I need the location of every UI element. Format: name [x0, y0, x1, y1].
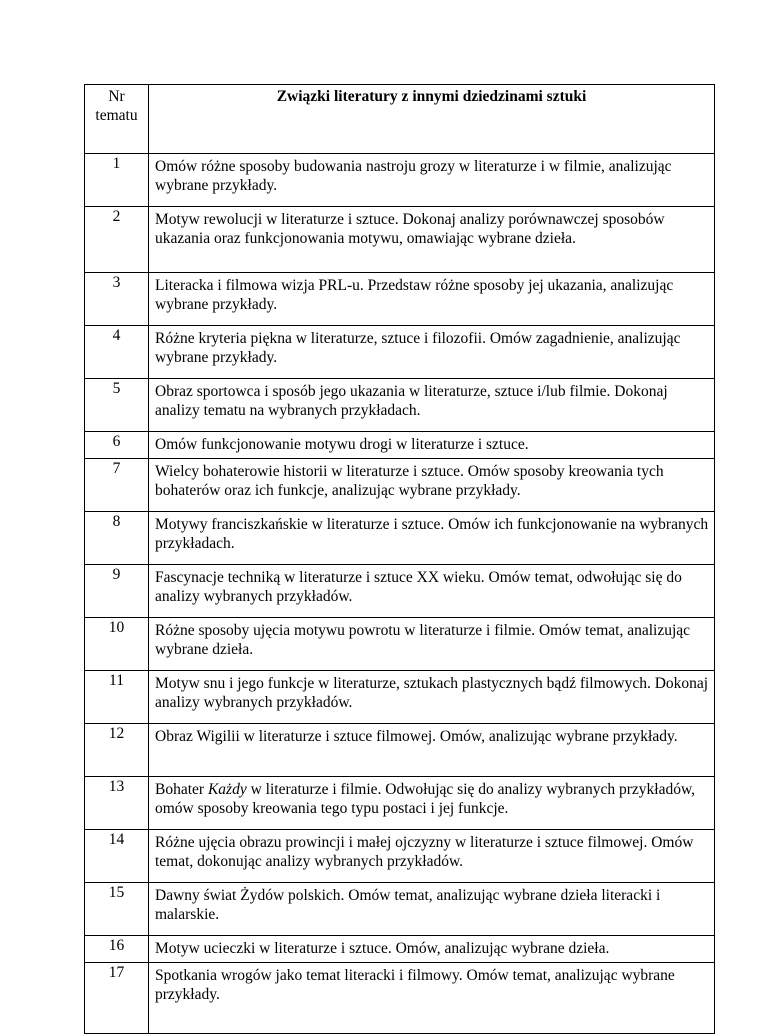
table-row: [85, 379, 715, 432]
topic-text: [149, 724, 715, 777]
topic-number: 5: [85, 379, 149, 432]
table-row: [85, 273, 715, 326]
topic-text-pre: Wielcy bohaterowie historii w literaturze i sztuce. Omów sposoby kreowania tych bohaterów oraz ich funkcje, analizując wybrane przykłady.: [155, 463, 664, 499]
topic-text: [149, 273, 715, 326]
table-row: [85, 565, 715, 618]
table-row: [85, 963, 715, 1034]
topic-text: [149, 459, 715, 512]
topic-text-pre: Obraz Wigilii w literaturze i sztuce filmowej. Omów, analizując wybrane przykłady.: [155, 728, 678, 745]
topic-number: 15: [85, 883, 149, 936]
table-row: [85, 936, 715, 963]
table-row: [85, 154, 715, 207]
topic-number: 1: [85, 154, 149, 207]
topic-text-pre: Fascynacje techniką w literaturze i sztuce XX wieku. Omów temat, odwołując się do analizy wybranych przykładów.: [155, 569, 682, 605]
table-body: [85, 154, 715, 1034]
table-row: [85, 618, 715, 671]
topic-text-pre: Motyw snu i jego funkcje w literaturze, sztukach plastycznych bądź filmowych. Dokonaj analizy wybranych przykładów.: [155, 675, 709, 711]
topic-text: [149, 207, 715, 273]
topic-text-pre: Literacka i filmowa wizja PRL-u. Przedstaw różne sposoby jej ukazania, analizując wybrane przykłady.: [155, 277, 674, 313]
topic-number: 8: [85, 512, 149, 565]
topic-text: [149, 154, 715, 207]
topic-text-pre: Omów funkcjonowanie motywu drogi w literaturze i sztuce.: [155, 436, 529, 453]
topic-text-emphasis: Każdy: [207, 781, 247, 798]
topic-number: 12: [85, 724, 149, 777]
topic-text-pre: Obraz sportowca i sposób jego ukazania w literaturze, sztuce i/lub filmie. Dokonaj analizy tematu na wybranych przykładach.: [155, 383, 668, 419]
topic-text: [149, 830, 715, 883]
table-row: [85, 326, 715, 379]
topic-text-pre: Omów różne sposoby budowania nastroju grozy w literaturze i w filmie, analizując wybrane przykłady.: [155, 158, 672, 194]
topic-text: [149, 936, 715, 963]
table-row: [85, 777, 715, 830]
column-header-title: Związki literatury z innymi dziedzinami sztuki: [149, 85, 715, 154]
topics-table: [84, 84, 715, 1034]
topic-text: [149, 379, 715, 432]
topic-number: 14: [85, 830, 149, 883]
table-header-row: [85, 85, 715, 154]
table-row: [85, 512, 715, 565]
topic-text-pre: Motyw ucieczki w literaturze i sztuce. Omów, analizując wybrane dzieła.: [155, 940, 610, 957]
table-row: [85, 432, 715, 459]
topic-text-pre: Motyw rewolucji w literaturze i sztuce. Dokonaj analizy porównawczej sposobów ukazania oraz funkcjonowania motywu, omawiając wybrane dzieła.: [155, 211, 665, 247]
topic-number: 7: [85, 459, 149, 512]
topic-number: 16: [85, 936, 149, 963]
topic-text: [149, 432, 715, 459]
topic-text: [149, 671, 715, 724]
table-row: [85, 883, 715, 936]
topic-text: [149, 565, 715, 618]
column-header-nr: Nr tematu: [85, 85, 149, 154]
topic-text-pre: Bohater: [155, 781, 208, 798]
topic-text: [149, 618, 715, 671]
topic-text: [149, 777, 715, 830]
topic-text-post: w literaturze i filmie. Odwołując się do analizy wybranych przykładów, omów sposoby kreowania tego typu postaci i jej funkcje.: [155, 781, 696, 817]
topic-number: 2: [85, 207, 149, 273]
topic-number: 17: [85, 963, 149, 1034]
topic-number: 9: [85, 565, 149, 618]
topic-text-pre: Różne kryteria piękna w literaturze, sztuce i filozofii. Omów zagadnienie, analizując wybrane przykłady.: [155, 330, 681, 366]
topic-text: [149, 963, 715, 1034]
table-row: [85, 671, 715, 724]
topic-text: [149, 326, 715, 379]
topic-text-pre: Różne ujęcia obrazu prowincji i małej ojczyzny w literaturze i sztuce filmowej. Omów temat, dokonując analizy wybranych przykładów.: [155, 834, 694, 870]
topic-text-pre: Różne sposoby ujęcia motywu powrotu w literaturze i filmie. Omów temat, analizując wybrane dzieła.: [155, 622, 691, 658]
topic-number: 13: [85, 777, 149, 830]
topic-number: 6: [85, 432, 149, 459]
table-row: [85, 830, 715, 883]
table-row: [85, 459, 715, 512]
topic-number: 10: [85, 618, 149, 671]
topic-text-pre: Spotkania wrogów jako temat literacki i filmowy. Omów temat, analizując wybrane przykłady.: [155, 967, 675, 1003]
topic-number: 3: [85, 273, 149, 326]
topic-text: [149, 883, 715, 936]
topic-number: 11: [85, 671, 149, 724]
table-row: [85, 724, 715, 777]
topic-text: [149, 512, 715, 565]
table-row: [85, 207, 715, 273]
document-page: [84, 84, 714, 1034]
topic-number: 4: [85, 326, 149, 379]
topic-text-pre: Dawny świat Żydów polskich. Omów temat, analizując wybrane dzieła literacki i malarskie.: [155, 887, 661, 923]
topic-text-pre: Motywy franciszkańskie w literaturze i sztuce. Omów ich funkcjonowanie na wybranych przykładach.: [155, 516, 709, 552]
